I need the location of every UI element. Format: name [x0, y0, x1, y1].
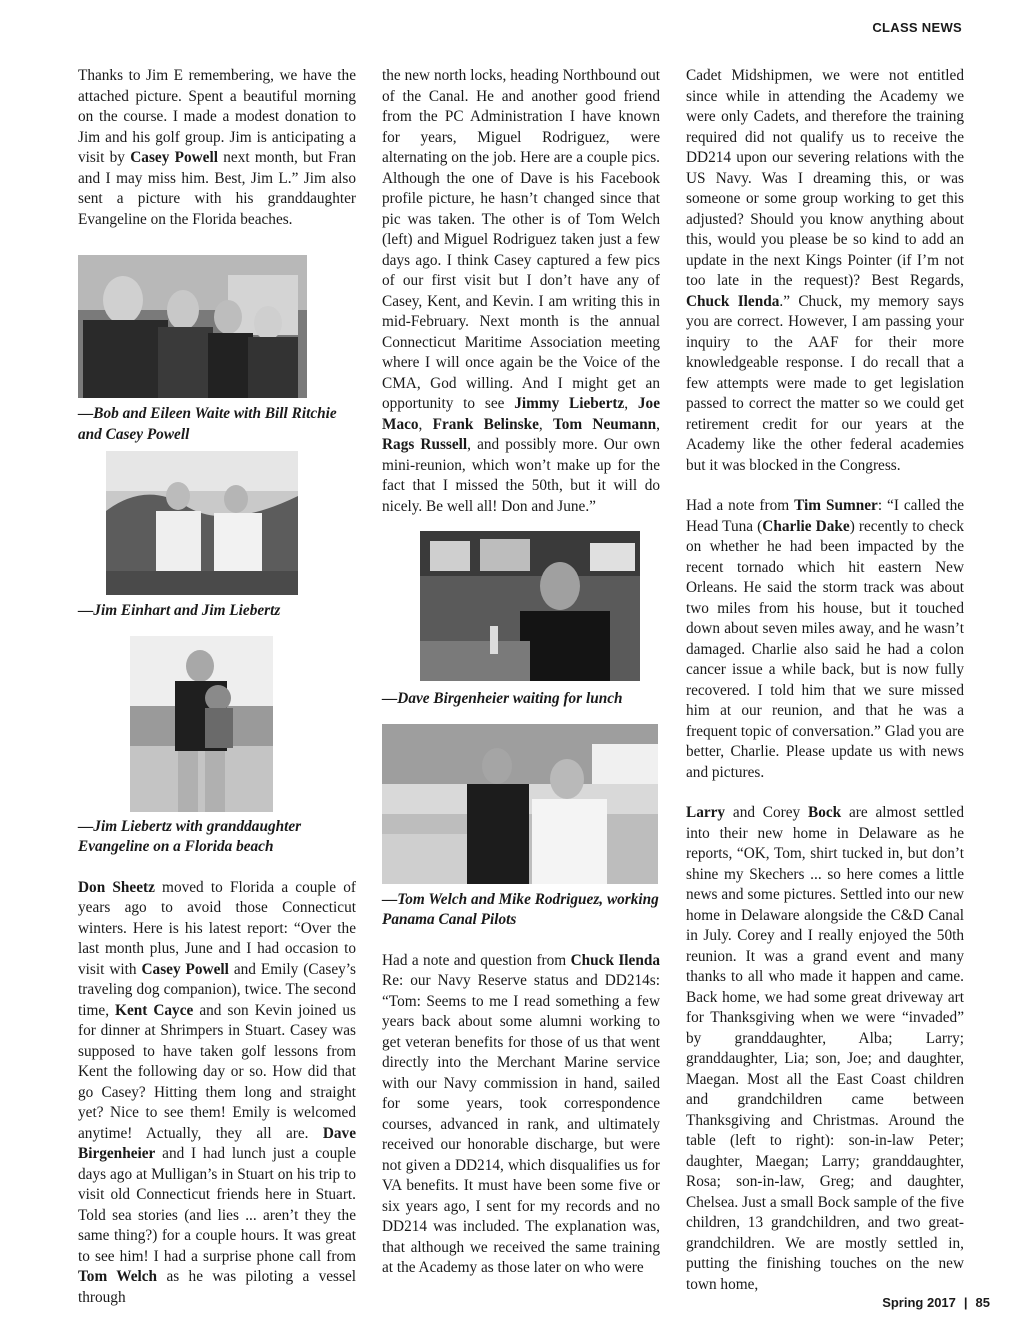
person-name: Casey Powell: [141, 960, 229, 978]
person-name: Tim Sumner: [794, 497, 878, 514]
person-name: Frank Belinske: [432, 415, 539, 433]
footer-separator: |: [963, 1295, 968, 1310]
photo-birgenheier-lunch: [420, 531, 640, 681]
person-name: Charlie Dake: [762, 517, 850, 535]
person-name: Bock: [808, 804, 842, 821]
person-name: Rags Russell: [382, 436, 468, 453]
article-paragraph: Don Sheetz moved to Florida a couple of years ago to avoid those Connecticut winters. Here is his latest report: “Over the last month plus, June and I had occasion to visit with Casey Powell and Emily (Casey’s traveling dog companion), twice. The second time, Kent Cayce and son Kevin joined us for dinner at Shrimpers in Stuart. Casey was supposed to have taken golf lessons from Kent the following day or so. How did that go Casey? Hitting them long and straight yet? Nice to see them! Emily is welcomed anytime! Actually, they all are. Dave Birgenheier and I had lunch just a couple days ago at Mulligan’s in Stuart on his trip to visit old Connecticut friends here in Stuart. Told sea stories (and lies ... aren’t they the same thing?) for a couple hours. It was great to see him! I had a surprise phone call from Tom Welch as he was piloting a vessel through: [78, 878, 357, 1306]
person-name: Casey Powell: [130, 149, 218, 166]
photo-welch-rodriguez: [382, 724, 658, 884]
photo-einhart-liebertz: [106, 451, 298, 595]
person-name: Larry: [686, 804, 726, 821]
page-footer: [882, 1295, 990, 1310]
photo-waite-ritchie-powell: [78, 255, 307, 398]
person-name: Don Sheetz: [78, 878, 155, 896]
page-number: 85: [975, 1295, 990, 1310]
person-name: Dave Birgenheier: [78, 1124, 356, 1162]
photo-liebertz-granddaughter: [130, 636, 273, 812]
article-paragraph: Cadet Midshipmen, we were not entitled since while in attending the Academy we were only Cadets, and therefore the training required did not qualify us to receive the DD214 upon our severing relations with the US Navy. Was I dreaming this, or was someone or some group working to get this adjusted? Should you know anything about this, would you please be so kind to add an update in the next Kings Pointer (if I’m not too late in the request)? Best Regards, Chuck Ilenda.” Chuck, my memory says you are correct. However, I am passing your inquiry to the AAF for their more knowledgeable response. I do recall that a few attempts were made to get legislation passed to correct the matter so we could get retirement credit for our years at the Academy like the other federal academies but it was blocked in the Congress.: [686, 67, 965, 474]
article-paragraph: Larry and Corey Bock are almost settled into their new home in Delaware as he reports, “OK, Tom, shirt tucked in, but don’t shine my Skechers ... so here comes a little news and some pictures. Settled into our new home in Delaware alongside the C&D Canal in July. Corey and I really enjoyed the 50th reunion. It was a grand event and many thanks to all who made it happen and came. Back home, we had some great driveway art for Thanksgiving when we were “invaded” by granddaughter, Alba; Larry; granddaughter, Lia; son, Joe; and daughter, Maegan. Most all the East Coast children and grandchildren came between Thanksgiving and Christmas. Around the table (left to right): son-in-law Peter; daughter, Maegan; Larry; granddaughter, Rosa; son-in-law, Greg; and daughter, Chelsea. Just a small Bock sample of the five children, 13 grandchildren, and two great-grandchildren. We are mostly settled in, putting the finishing touches on the new town home,: [686, 804, 964, 1293]
photo-caption: —Bob and Eileen Waite with Bill Ritchie and Casey Powell: [78, 405, 337, 443]
section-header: CLASS NEWS: [872, 20, 962, 35]
person-name: Tom Welch: [78, 1268, 158, 1285]
column-1: [78, 66, 356, 1308]
person-name: Kent Cayce: [115, 1001, 194, 1019]
article-paragraph: Had a note and question from Chuck Ilenda Re: our Navy Reserve status and DD214s: “Tom: Seems to me I read something a few years back about some alumni working to get veteran benefits for those of us that went directly into the Merchant Marine service with our Navy commission in hand, sailed for some years, took correspondence courses, advanced in rank, and ultimately received our honorable discharge, but were not given a DD214, which disqualifies us for VA benefits. It must have been some five or six years ago, I sent for my records and no DD214 was included. The explanation was, that although we received the same training at the Academy as those later on who were: [382, 951, 660, 1276]
person-name: Chuck Ilenda: [570, 951, 660, 969]
person-name: Chuck Ilenda: [686, 292, 780, 310]
article-paragraph: Thanks to Jim E remembering, we have the attached picture. Spent a beautiful morning on the course. I made a modest donation to Jim and his golf group. Jim is anticipating a visit by Casey Powell next month, but Fran and I may miss him. Best, Jim L.” Jim also sent a picture with his granddaughter Evangeline on the Florida beaches.: [78, 67, 356, 228]
column-2: [382, 66, 660, 1279]
article-paragraph: Had a note from Tim Sumner: “I called the Head Tuna (Charlie Dake) recently to check on whether he had been impacted by the recent tornado which hit eastern New Orleans. He said the storm track was about two miles from his house, but it touched down about seven miles away, and he wasn’t damaged. Charlie also said he had a colon cancer issue a while back, but is now fully recovered. I told him that we sure missed him at our reunion, and that he was a frequent topic of conversation.” Glad you are better, Charlie. Please update us with news and pictures.: [686, 497, 965, 781]
photo-caption: —Jim Einhart and Jim Liebertz: [78, 602, 281, 619]
photo-caption: —Dave Birgenheier waiting for lunch: [382, 690, 623, 707]
photo-caption: —Jim Liebertz with granddaughter Evangeline on a Florida beach: [78, 817, 302, 855]
person-name: Joe Maco: [382, 395, 660, 433]
issue-label: Spring 2017: [882, 1295, 956, 1310]
person-name: Jimmy Liebertz: [514, 395, 625, 412]
person-name: Tom Neumann: [552, 415, 657, 433]
photo-caption: —Tom Welch and Mike Rodriguez, working Panama Canal Pilots: [382, 890, 659, 928]
column-3: [686, 66, 964, 1295]
article-paragraph: the new north locks, heading Northbound out of the Canal. He and another good friend from the PC Administration I have known for years, Miguel Rodriguez, were alternating on the job. Here are a couple pics. Although the one of Dave is his Facebook profile picture, he hasn’t changed since that pic was taken. The other is of Tom Welch (left) and Miguel Rodriguez taken just a few days ago. I think Casey captured a few pics of our first visit but I don’t have any of Casey, Kent, and Kevin. I am writing this in mid-February. Next month is the annual Connecticut Maritime Association meeting where I will once again be the Voice of the CMA, God willing. And I might get an opportunity to see Jimmy Liebertz, Joe Maco, Frank Belinske, Tom Neumann, Rags Russell, and possibly more. Our own mini-reunion, which won’t make up for the fact that I missed the 50th, but it will do nicely. Be well all! Don and June.”: [382, 67, 660, 515]
